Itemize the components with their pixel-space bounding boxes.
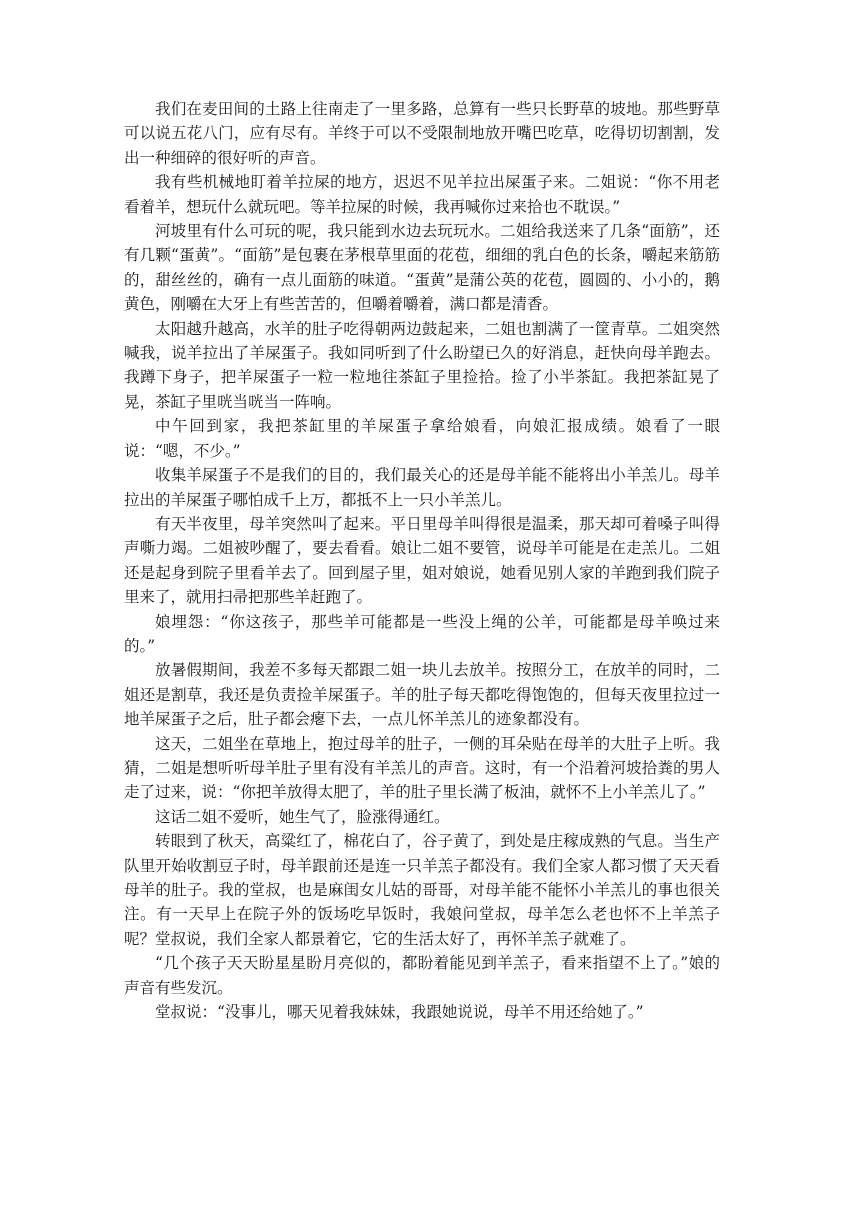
paragraph: 这天，二姐坐在草地上，抱过母羊的肚子，一侧的耳朵贴在母羊的大肚子上听。我猜，二姐是想听听母羊肚子里有没有羊羔儿的声音。这时，有一个沿着河坡拾粪的男人走了过来，说：“你把羊放得太肥了，羊的肚子里长满了板油，就怀不上小羊羔儿了。” [124, 734, 720, 802]
paragraph: 放暑假期间，我差不多每天都跟二姐一块儿去放羊。按照分工，在放羊的同时，二姐还是割草，我还是负责捡羊屎蛋子。羊的肚子每天都吃得饱饱的，但每天夜里拉过一地羊屎蛋子之后，肚子都会瘪下去，一点儿怀羊羔儿的迹象都没有。 [124, 661, 720, 729]
paragraph: 转眼到了秋天，高粱红了，棉花白了，谷子黄了，到处是庄稼成熟的气息。当生产队里开始收割豆子时，母羊跟前还是连一只羊羔子都没有。我们全家人都习惯了天天看母羊的肚子。我的堂叔，也是麻闺女儿姑的哥哥，对母羊能不能怀小羊羔儿的事也很关注。有一天早上在院子外的饭场吃早饭时，我娘问堂叔，母羊怎么老也怀不上羊羔子呢？堂叔说，我们全家人都景着它，它的生活太好了，再怀羊羔子就难了。 [124, 832, 720, 948]
paragraph: “几个孩子天天盼星星盼月亮似的，都盼着能见到羊羔子，看来指望不上了。”娘的声音有些发沉。 [124, 954, 720, 997]
paragraph: 这话二姐不爱听，她生气了，脸涨得通红。 [155, 807, 450, 826]
paragraph: 娘埋怨：“你这孩子，那些羊可能都是一些没上绳的公羊，可能都是母羊唤过来的。” [124, 612, 720, 655]
document-body [124, 97, 720, 1024]
paragraph: 收集羊屎蛋子不是我们的目的，我们最关心的还是母羊能不能将出小羊羔儿。母羊拉出的羊屎蛋子哪怕成千上万，都抵不上一只小羊羔儿。 [124, 466, 720, 509]
paragraph: 我有些机械地盯着羊拉屎的地方，迟迟不见羊拉出屎蛋子来。二姐说：“你不用老看着羊，想玩什么就玩吧。等羊拉屎的时候，我再喊你过来拾也不耽误。” [124, 173, 720, 216]
paragraph: 太阳越升越高，水羊的肚子吃得朝两边鼓起来，二姐也割满了一筐青草。二姐突然喊我，说羊拉出了羊屎蛋子。我如同听到了什么盼望已久的好消息，赶快向母羊跑去。我蹲下身子，把羊屎蛋子一粒一粒地往茶缸子里捡拾。捡了小半茶缸。我把茶缸晃了晃，茶缸子里咣当咣当一阵响。 [124, 319, 720, 411]
paragraph: 有天半夜里，母羊突然叫了起来。平日里母羊叫得很是温柔，那天却可着嗓子叫得声嘶力竭。二姐被吵醒了，要去看看。娘让二姐不要管，说母羊可能是在走羔儿。二姐还是起身到院子里看羊去了。回到屋子里，姐对娘说，她看见别人家的羊跑到我们院子里来了，就用扫帚把那些羊赶跑了。 [124, 514, 720, 607]
paragraph: 中午回到家，我把茶缸里的羊屎蛋子拿给娘看，向娘汇报成绩。娘看了一眼说：“嗯，不少。” [124, 417, 720, 460]
paragraph: 堂叔说：“没事儿，哪天见着我妹妹，我跟她说说，母羊不用还给她了。” [155, 1003, 644, 1022]
paragraph: 我们在麦田间的土路上往南走了一里多路，总算有一些只长野草的坡地。那些野草可以说五花八门，应有尽有。羊终于可以不受限制地放开嘴巴吃草，吃得切切割割，发出一种细碎的很好听的声音。 [124, 100, 720, 167]
paragraph: 河坡里有什么可玩的呢，我只能到水边去玩玩水。二姐给我送来了几条“面筋”，还有几颗“蛋黄”。“面筋”是包裹在茅根草里面的花苞，细细的乳白色的长条，嚼起来筋筋的，甜丝丝的，确有一点儿面筋的味道。“蛋黄”是蒲公英的花苞，圆圆的、小小的，鹅黄色，刚嚼在大牙上有些苦苦的，但嚼着嚼着，满口都是清香。 [124, 222, 720, 314]
